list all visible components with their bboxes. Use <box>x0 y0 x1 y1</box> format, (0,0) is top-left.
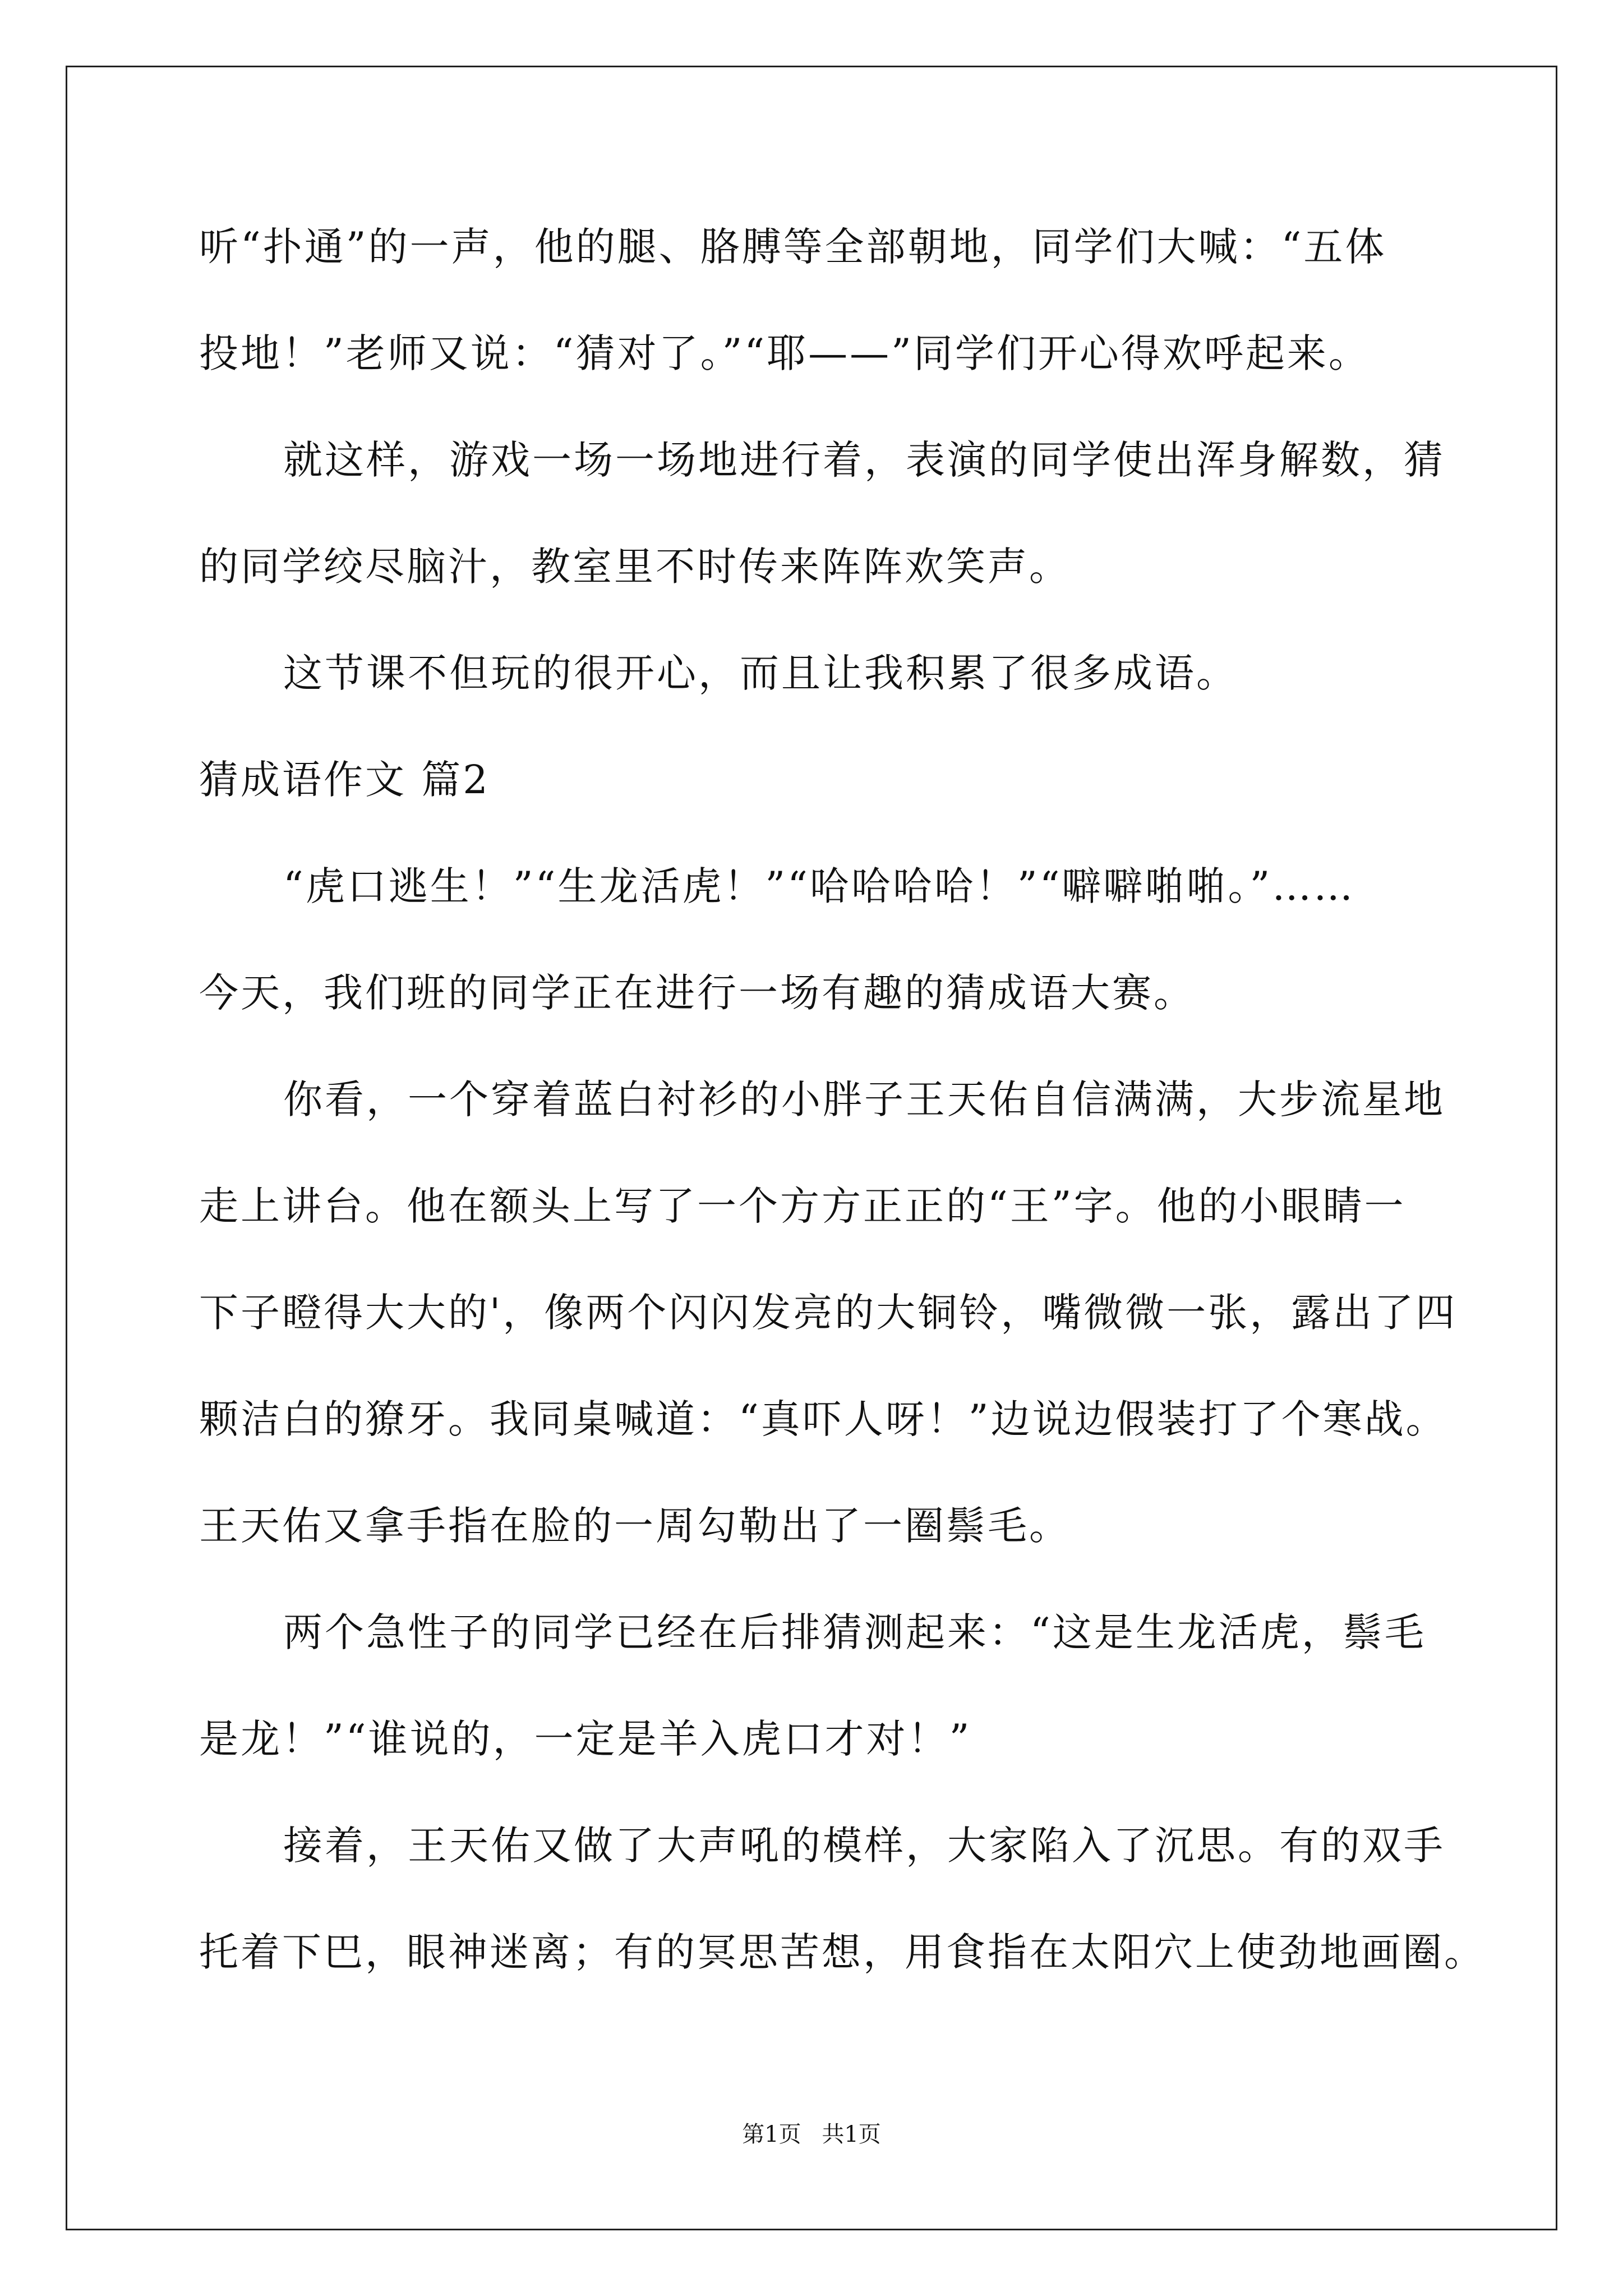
page-footer <box>0 2118 1623 2151</box>
text-line: 两个急性子的同学已经在后排猜测起来：“这是生龙活虎，鬃毛 <box>283 1609 1426 1655</box>
text-line: 接着，王天佑又做了大声吼的模样，大家陷入了沉思。有的双手 <box>283 1823 1445 1869</box>
text-line: 王天佑又拿手指在脸的一周勾勒出了一圈鬃毛。 <box>199 1503 1071 1549</box>
page-frame <box>66 66 1557 2230</box>
text-line: 这节课不但玩的很开心，而且让我积累了很多成语。 <box>283 650 1238 696</box>
section-heading: 猜成语作文 篇2 <box>199 757 490 803</box>
text-line: 投地！”老师又说：“猜对了。”“耶——”同学们开心得欢呼起来。 <box>199 330 1370 376</box>
text-line: 托着下巴，眼神迷离；有的冥思苦想，用食指在太阳穴上使劲地画圈。 <box>199 1929 1486 1975</box>
text-line: 今天，我们班的同学正在进行一场有趣的猜成语大赛。 <box>199 970 1195 1016</box>
page-number: 第1页 <box>742 2122 801 2147</box>
text-line: 你看，一个穿着蓝白衬衫的小胖子王天佑自信满满，大步流星地 <box>283 1076 1445 1122</box>
text-line: 走上讲台。他在额头上写了一个方方正正的“王”字。他的小眼睛一 <box>199 1183 1406 1229</box>
text-line: 的同学绞尽脑汁，教室里不时传来阵阵欢笑声。 <box>199 544 1071 590</box>
text-line: 下子瞪得大大的'，像两个闪闪发亮的大铜铃，嘴微微一张，露出了四 <box>199 1290 1458 1336</box>
text-line: “虎口逃生！”“生龙活虎！”“哈哈哈哈！”“噼噼啪啪。”…… <box>283 863 1355 909</box>
text-line: 就这样，游戏一场一场地进行着，表演的同学使出浑身解数，猜 <box>283 437 1445 483</box>
text-line: 是龙！”“谁说的，一定是羊入虎口才对！” <box>199 1716 972 1762</box>
page-total: 共1页 <box>822 2122 881 2147</box>
text-line: 听“扑通”的一声，他的腿、胳膊等全部朝地，同学们大喊：“五体 <box>199 224 1387 270</box>
text-line: 颗洁白的獠牙。我同桌喊道：“真吓人呀！”边说边假装打了个寒战。 <box>199 1396 1447 1442</box>
